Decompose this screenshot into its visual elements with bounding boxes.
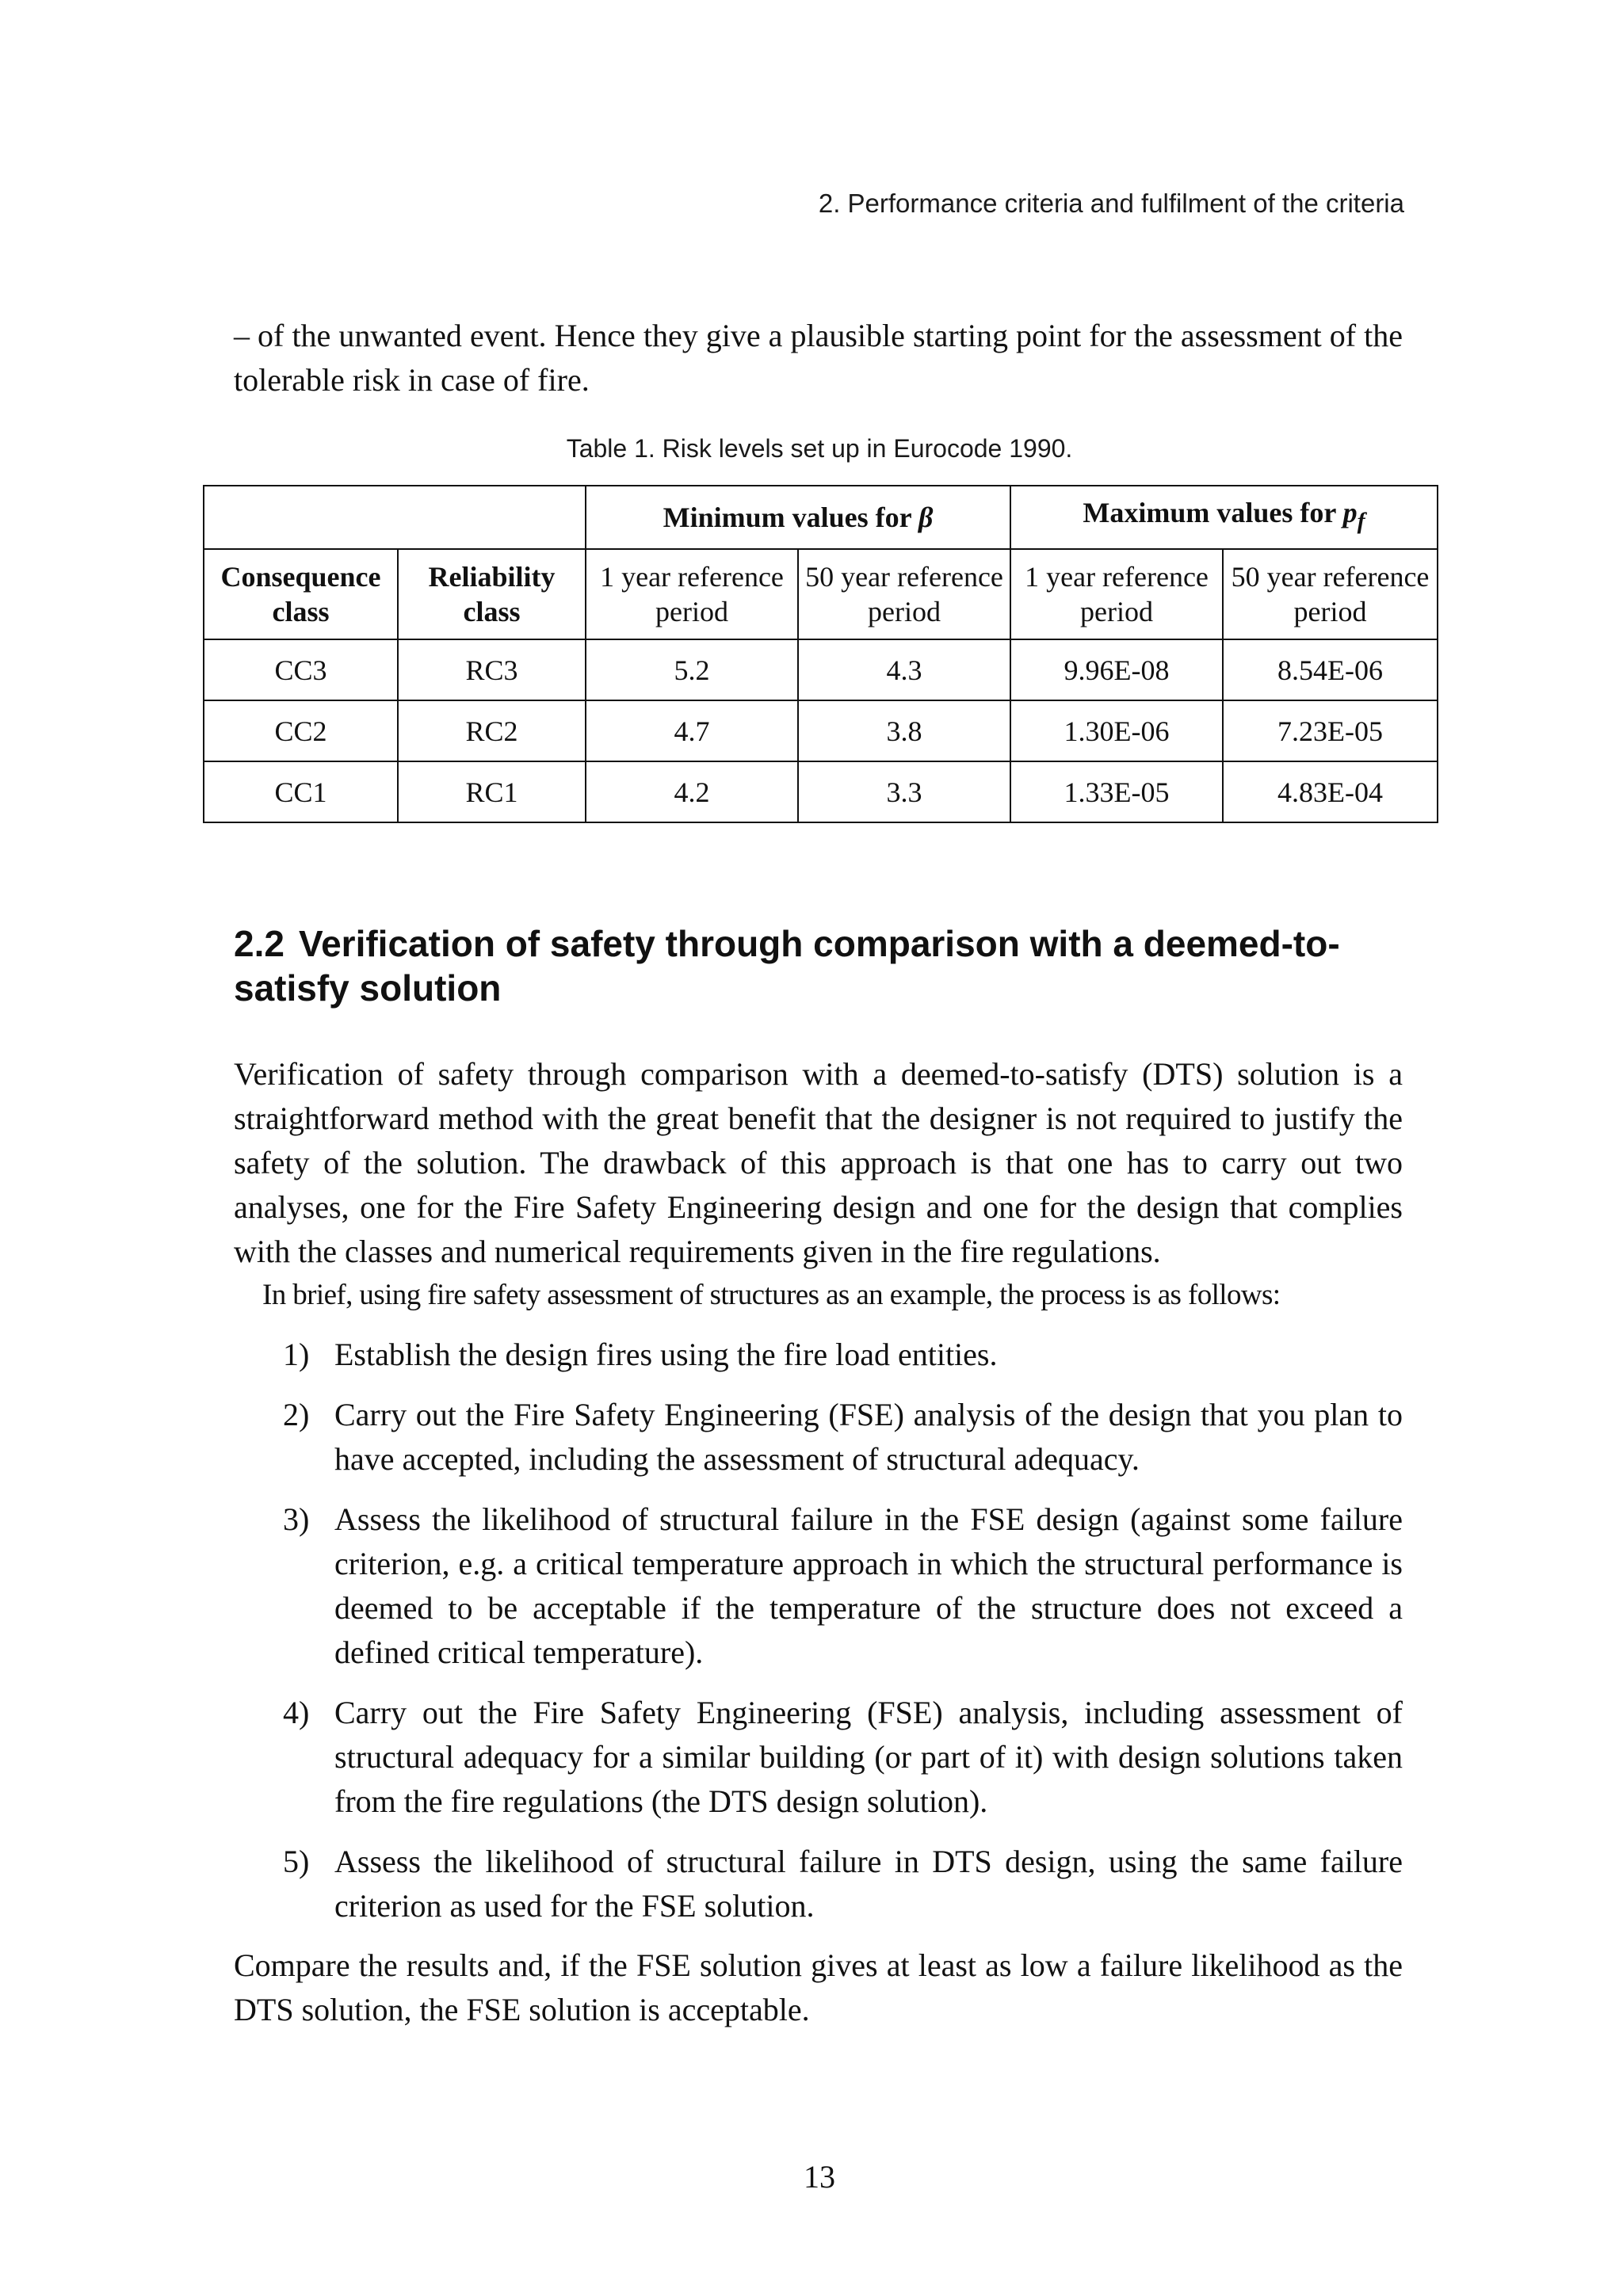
column-header-beta-50-year: 50 year reference period bbox=[798, 549, 1010, 639]
risk-levels-table bbox=[203, 485, 1438, 823]
column-header-pf-50-year: 50 year reference period bbox=[1223, 549, 1438, 639]
cell-beta-1-year: 4.2 bbox=[586, 761, 798, 822]
step-marker: 4) bbox=[283, 1695, 310, 1730]
column-header-reliability-class: Reliability class bbox=[398, 549, 586, 639]
step-text: Carry out the Fire Safety Engineering (FSE) analysis of the design that you plan to have accepted, including the assessment of structural adequacy. bbox=[334, 1397, 1403, 1477]
group-header-beta: Minimum values for β bbox=[586, 486, 1010, 549]
section-number: 2.2 bbox=[234, 923, 285, 964]
step-text: Assess the likelihood of structural failure in the FSE design (against some failure criterion, e.g. a critical temperature approach in which the structural performance is deemed to be acceptable if the temperature of the structure does not exceed a defined critical temperature). bbox=[334, 1501, 1403, 1670]
page-number: 13 bbox=[804, 2159, 835, 2195]
empty-header-cell bbox=[204, 486, 586, 549]
cell-beta-1-year: 4.7 bbox=[586, 700, 798, 761]
continued-paragraph: – of the unwanted event. Hence they give a plausible starting point for the assessment of the tolerable risk in case of fire. bbox=[234, 318, 1403, 398]
column-header-beta-1-year: 1 year reference period bbox=[586, 549, 798, 639]
list-item bbox=[234, 1333, 1403, 1377]
section-title: Verification of safety through comparison with a deemed-to-satisfy solution bbox=[234, 923, 1340, 1009]
process-steps-list bbox=[234, 1333, 1403, 1944]
cell-pf-1-year: 1.33E-05 bbox=[1010, 761, 1223, 822]
table-caption: Table 1. Risk levels set up in Eurocode 1990. bbox=[566, 434, 1073, 463]
table-row bbox=[204, 700, 1438, 761]
intro-paragraph: Verification of safety through comparison with a deemed-to-satisfy (DTS) solution is a straightforward method with the great benefit that the designer is not required to justify the safety of the solution. The drawback of this approach is that one has to carry out two analyses, one for the Fire Safety Engineering design and one for the design that complies with the classes and numerical requirements given in the fire regulations. bbox=[234, 1056, 1403, 1269]
cell-pf-1-year: 1.30E-06 bbox=[1010, 700, 1223, 761]
cell-reliability-class: RC3 bbox=[398, 639, 586, 700]
step-marker: 5) bbox=[283, 1844, 310, 1879]
step-marker: 3) bbox=[283, 1501, 310, 1537]
table-group-header-row bbox=[204, 486, 1438, 549]
cell-beta-50-year: 3.8 bbox=[798, 700, 1010, 761]
step-marker: 2) bbox=[283, 1397, 310, 1432]
cell-pf-50-year: 7.23E-05 bbox=[1223, 700, 1438, 761]
step-marker: 1) bbox=[283, 1337, 310, 1372]
step-text: Establish the design fires using the fire load entities. bbox=[334, 1337, 998, 1372]
cell-beta-50-year: 3.3 bbox=[798, 761, 1010, 822]
cell-beta-50-year: 4.3 bbox=[798, 639, 1010, 700]
cell-pf-50-year: 8.54E-06 bbox=[1223, 639, 1438, 700]
list-item bbox=[234, 1393, 1403, 1482]
table-column-header-row bbox=[204, 549, 1438, 639]
step-text: Assess the likelihood of structural failure in DTS design, using the same failure criterion as used for the FSE solution. bbox=[334, 1844, 1403, 1924]
list-item bbox=[234, 1840, 1403, 1928]
section-heading bbox=[234, 921, 1407, 1010]
list-item bbox=[234, 1691, 1403, 1824]
column-header-pf-1-year: 1 year reference period bbox=[1010, 549, 1223, 639]
step-text: Carry out the Fire Safety Engineering (FSE) analysis, including assessment of structural adequacy for a similar building (or part of it) with design solutions taken from the fire regulations (the DTS design solution). bbox=[334, 1695, 1403, 1819]
table-row bbox=[204, 639, 1438, 700]
column-header-consequence-class: Consequence class bbox=[204, 549, 398, 639]
running-header: 2. Performance criteria and fulfilment of the criteria bbox=[818, 189, 1404, 218]
cell-consequence-class: CC3 bbox=[204, 639, 398, 700]
group-header-pf: Maximum values for $p_f$ bbox=[1010, 486, 1438, 549]
list-item bbox=[234, 1497, 1403, 1675]
cell-pf-50-year: 4.83E-04 bbox=[1223, 761, 1438, 822]
cell-beta-1-year: 5.2 bbox=[586, 639, 798, 700]
cell-consequence-class: CC2 bbox=[204, 700, 398, 761]
cell-consequence-class: CC1 bbox=[204, 761, 398, 822]
table-row bbox=[204, 761, 1438, 822]
cell-reliability-class: RC1 bbox=[398, 761, 586, 822]
cell-reliability-class: RC2 bbox=[398, 700, 586, 761]
cell-pf-1-year: 9.96E-08 bbox=[1010, 639, 1223, 700]
closing-paragraph: Compare the results and, if the FSE solution gives at least as low a failure likelihood as the DTS solution, the FSE solution is acceptable. bbox=[234, 1947, 1403, 2027]
brief-paragraph: In brief, using fire safety assessment of structures as an example, the process is as follows: bbox=[262, 1279, 1281, 1311]
